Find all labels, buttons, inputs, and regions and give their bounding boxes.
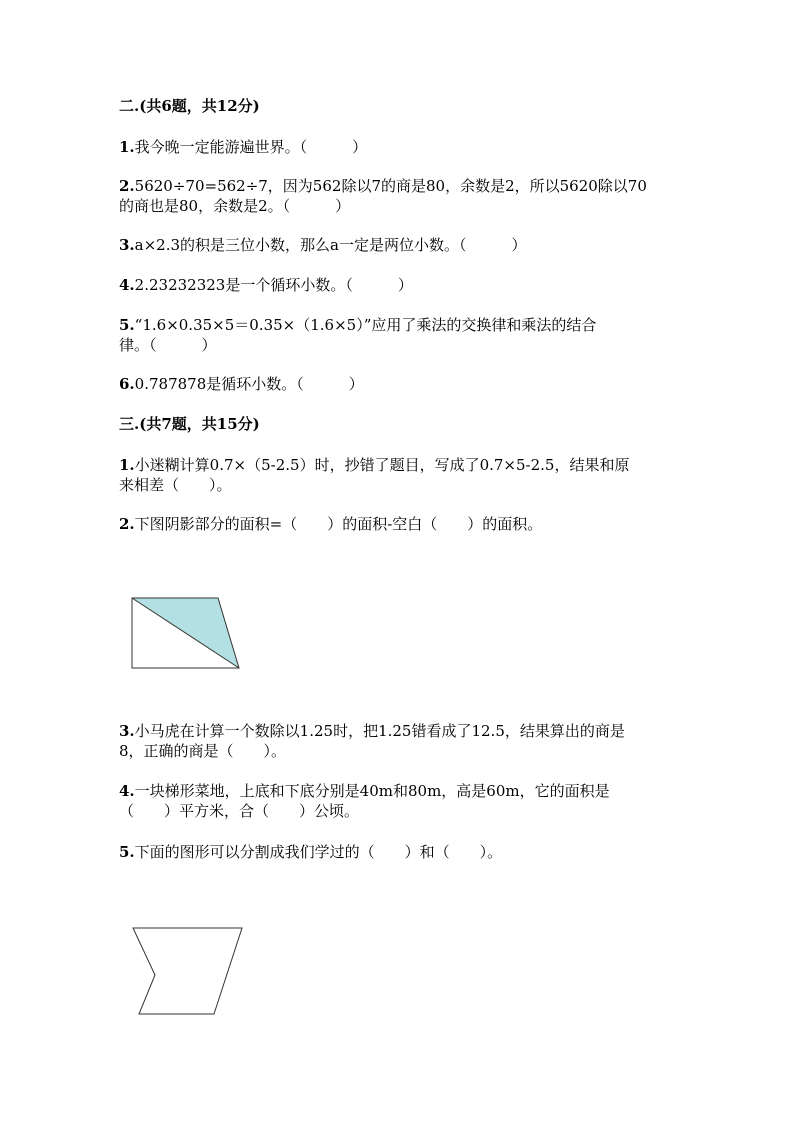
question-text: 下图阴影部分的面积=（ ）的面积-空白（ ）的面积。	[134, 515, 543, 533]
question-number: 6.	[119, 375, 135, 393]
question-number: 1.	[119, 456, 135, 474]
question-text: 下面的图形可以分割成我们学过的（ ）和（ ）。	[134, 843, 503, 861]
question-text: “1.6×0.35×5＝0.35×（1.6×5）”应用了乘法的交换律和乘法的结合	[134, 316, 597, 334]
question-3-4-cont: （ ）平方米，合（ ）公顷。	[119, 802, 360, 820]
question-text: 我今晚一定能游遍世界。（ ）	[134, 138, 368, 156]
question-3-3-cont: 8，正确的商是（ ）。	[119, 742, 287, 760]
question-text: 一块梯形菜地，上底和下底分别是40m和80m，高是60m，它的面积是	[134, 782, 610, 800]
trapezoid-figure	[125, 592, 250, 676]
question-3-2	[119, 514, 542, 534]
question-text: 小马虎在计算一个数除以1.25时，把1.25错看成了12.5，结果算出的商是	[134, 722, 625, 740]
question-number: 2.	[119, 177, 135, 195]
question-text: 2.23232323是一个循环小数。（ ）	[134, 276, 413, 294]
question-text: 0.787878是循环小数。（ ）	[134, 375, 364, 393]
question-2-2-cont: 的商也是80，余数是2。（ ）	[119, 197, 351, 215]
section-heading-2: 二.(共6题，共12分)	[119, 97, 260, 115]
question-2-3	[119, 235, 526, 255]
question-3-1-cont: 来相差（ ）。	[119, 476, 232, 494]
question-number: 2.	[119, 515, 135, 533]
question-number: 5.	[119, 843, 135, 861]
question-number: 4.	[119, 276, 135, 294]
question-number: 3.	[119, 722, 135, 740]
section-heading-3: 三.(共7题，共15分)	[119, 415, 260, 433]
question-text: a×2.3的积是三位小数，那么a一定是两位小数。（ ）	[134, 236, 527, 254]
question-number: 5.	[119, 316, 135, 334]
question-text: 小迷糊计算0.7×（5-2.5）时，抄错了题目，写成了0.7×5-2.5，结果和原	[134, 456, 630, 474]
notched-shape-figure	[126, 922, 250, 1022]
question-2-2	[119, 176, 647, 196]
question-3-1	[119, 455, 629, 475]
question-number: 1.	[119, 138, 135, 156]
question-3-3	[119, 721, 625, 741]
question-number: 3.	[119, 236, 135, 254]
question-3-4	[119, 781, 610, 801]
question-2-4	[119, 275, 413, 295]
question-2-1	[119, 137, 367, 157]
question-2-6	[119, 374, 364, 394]
question-2-5-cont: 律。（ ）	[119, 336, 217, 354]
notched-shape-outline	[133, 928, 242, 1014]
question-text: 5620÷70=562÷7，因为562除以7的商是80，余数是2，所以5620除以70	[134, 177, 647, 195]
question-number: 4.	[119, 782, 135, 800]
question-3-5	[119, 842, 502, 862]
question-2-5	[119, 315, 596, 335]
